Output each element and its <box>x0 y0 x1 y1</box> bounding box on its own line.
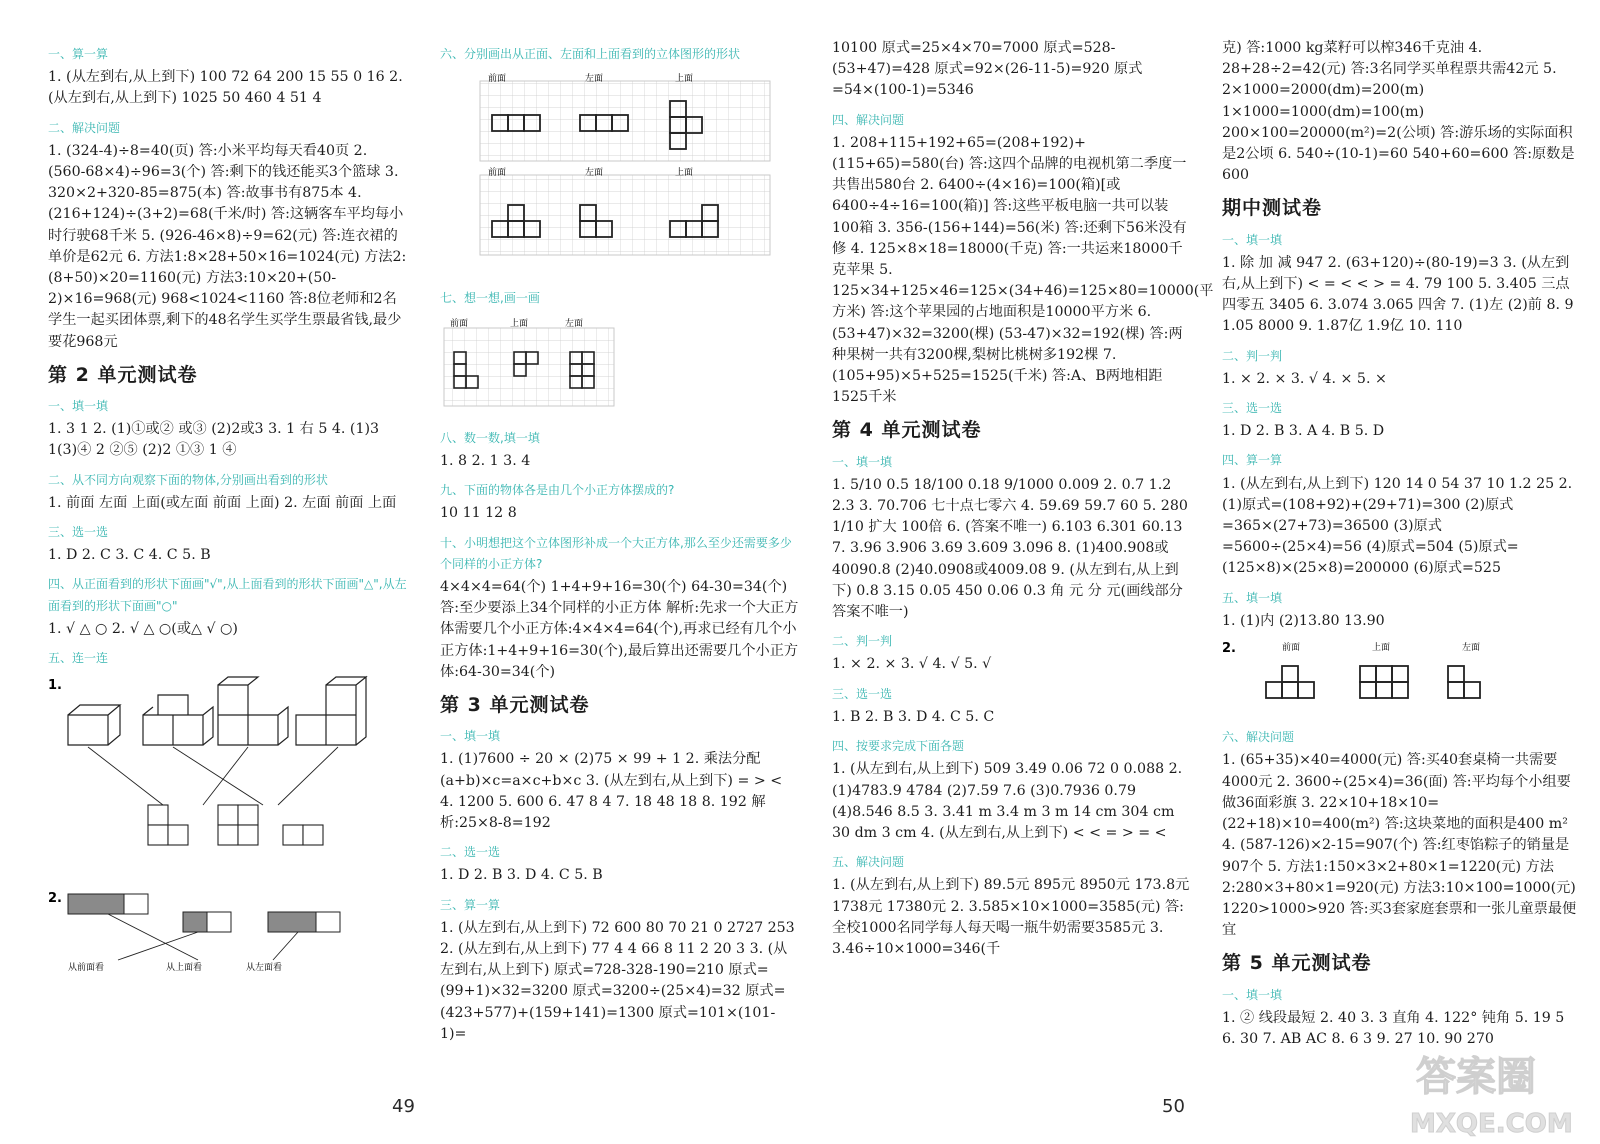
section-heading: 九、下面的物体各是由几个小正方体摆成的? <box>440 483 675 498</box>
section-heading: 三、选一选 <box>832 686 893 701</box>
section-heading: 四、解决问题 <box>832 112 905 127</box>
page-number-right: 50 <box>1162 1096 1185 1117</box>
figure-label: 1. <box>48 678 62 694</box>
section-heading: 七、想一想,画一画 <box>440 291 540 306</box>
view-label: 上面 <box>675 74 694 85</box>
section-heading: 六、分别画出从正面、左面和上面看到的立体图形的形状 <box>440 47 741 61</box>
view-label: 前面 <box>488 168 507 179</box>
section-heading: 二、判一判 <box>832 634 893 649</box>
answer-text: 1. × 2. × 3. √ 4. √ 5. √ <box>832 656 992 673</box>
figure-grid-views <box>440 71 800 278</box>
answer-text: 1. × 2. × 3. √ 4. × 5. × <box>1222 370 1387 387</box>
section-heading: 五、连一连 <box>48 651 109 666</box>
view-caption: 左面 <box>1462 643 1481 654</box>
answer-text: 1. (从左到右,从上到下) 120 14 0 54 37 10 1.2 25 2. (1)原式=(108+92)+(29+71)=300 (2)原式=365×(27+73)=36500 (3)原式=5600÷(25×4)=56 (4)原式=504 (5)原式=(125×8)×(25×8)=200000 (6)原式=525 <box>1222 475 1573 577</box>
section-heading: 二、从不同方向观察下面的物体,分别画出看到的形状 <box>48 472 328 487</box>
answer-text: 1. (从左到右,从上到下) 89.5元 895元 8950元 173.8元 1738元 17380元 2. 3.585×10×1000=3585(元) 答:全校1000名同学每人每天喝一瓶牛奶需要3585元 3. 3.46÷10×1000=346(千 <box>832 877 1190 957</box>
section-heading: 一、填一填 <box>1222 987 1283 1002</box>
section-heading: 一、填一填 <box>48 399 109 414</box>
view-label: 左面 <box>565 318 584 329</box>
view-caption: 上面 <box>1372 643 1391 654</box>
view-label: 前面 <box>488 74 507 85</box>
answer-text: 1. (324-4)÷8=40(页) 答:小米平均每天看40页 2. (560-68×4)÷96=3(个) 答:剩下的钱还能买3个篮球 3. 320×2+320-85=875(本) 答:故事书有875本 4. (216+124)÷(3+2)=68(千米/时) 答:这辆客车平均每小时行驶68千米 5. (926-46×8)÷9=62(元) 答:连衣裙的单价是62元 6. 方法1:8×28+50×16=1024(元) 方法2:(8+50)×20=1160(元) 方法3:10×20+(50-2)×16=968(元) 968<1024<1160 答:8位老师和2名学生一起买团体票,剩下的48名学生买学生票最省钱,最少要花968元 <box>48 142 407 350</box>
answer-text: 1. D 2. B 3. A 4. B 5. D <box>1222 423 1385 440</box>
answer-text: 克) 答:1000 kg菜籽可以榨346千克油 4. 28+28÷2=42(元) 答:3名同学买单程票共需42元 5. 2×1000=2000(dm)=200(m) 1×1000=1000(dm)=100(m) 200×100=20000(m²)=2(公顷) 答:游乐场的实际面积是2公顷 6. 540÷(10-1)=60 540+60=600 答:原数是600 <box>1222 40 1575 184</box>
figure-draw <box>440 316 800 418</box>
view-label: 左面 <box>585 168 604 179</box>
figure-views-connect <box>48 888 408 985</box>
unit-title: 第 3 单元测试卷 <box>440 694 590 717</box>
view-label: 前面 <box>450 318 469 329</box>
view-label: 左面 <box>585 74 604 85</box>
watermark-title: 答案圈 <box>1416 1054 1536 1100</box>
answer-text: 1. (从左到右,从上到下) 100 72 64 200 15 55 0 16 2. (从左到右,从上到下) 1025 50 460 4 51 4 <box>48 69 403 107</box>
section-heading: 一、填一填 <box>832 454 893 469</box>
section-heading: 五、填一填 <box>1222 590 1283 605</box>
answer-text: 1. D 2. C 3. C 4. C 5. B <box>48 547 211 564</box>
section-heading: 三、算一算 <box>440 897 501 912</box>
figure-cubes-connect <box>48 675 408 892</box>
section-heading: 六、解决问题 <box>1222 730 1295 745</box>
view-caption: 从左面看 <box>246 963 283 974</box>
unit-title: 第 5 单元测试卷 <box>1222 952 1372 975</box>
section-heading: 一、填一填 <box>440 729 501 744</box>
answer-text: 1. B 2. B 3. D 4. C 5. C <box>832 708 995 725</box>
answer-text: 10 11 12 8 <box>440 505 517 522</box>
section-heading: 八、数一数,填一填 <box>440 430 540 445</box>
figure-label: 2. <box>48 891 62 907</box>
figure-views <box>1222 640 1577 717</box>
view-label: 上面 <box>675 168 694 179</box>
unit-title: 第 2 单元测试卷 <box>48 363 198 386</box>
section-heading: 三、选一选 <box>1222 401 1283 416</box>
answer-text: 1. 3 1 2. (1)①或② 或③ (2)2或3 3. 1 右 5 4. (1)3 1(3)④ 2 ②⑤ (2)2 ①③ 1 ④ <box>48 421 380 459</box>
answer-text: 1. (1)7600 ÷ 20 × (2)75 × 99 + 1 2. 乘法分配 (a+b)×c=a×c+b×c 3. (从左到右,从上到下) = > < 4. 1200 5. 600 6. 47 8 4 7. 18 48 18 8. 192 解析:25×8-8=192 <box>440 751 783 832</box>
answer-text: 4×4×4=64(个) 1+4+9+16=30(个) 64-30=34(个) 答:至少要添上34个同样的小正方体 解析:先求一个大正方体需要几个小正方体:4×4×4=64(个),再求已经有几个小正方体:1+4+9+16=30(个),最后算出还需要几个小正方体:64-30=34(个) <box>440 579 799 680</box>
view-caption: 从上面看 <box>166 963 203 974</box>
answer-text: 1. 208+115+192+65=(208+192)+(115+65)=580(台) 答:这四个品牌的电视机第二季度一共售出580台 2. 6400÷(4×16)=100(箱)[或6400÷4÷16=100(箱)] 答:这些平板电脑一共可以装100箱 3. 356-(156+144)=56(米) 答:还剩下56米没有修 4. 125×8×18=18000(千克) 答:一共运来18000千克苹果 5. 125×34+125×46=125×(34+46)=125×80=10000(平方米) 答:这个苹果园的占地面积是10000平方米 6. (53+47)×32=3200(棵) (53-47)×32=192(棵) 答:两种果树一共有3200棵,梨树比桃树多192棵 7. (105+95)×5+525=1525(千米) 答:A、B两地相距1525千米 <box>832 134 1214 406</box>
figure-label: 2. <box>1222 641 1236 657</box>
answer-text: 1. (从左到右,从上到下) 509 3.49 0.06 72 0 0.088 2. (1)4783.9 4784 (2)7.59 7.6 (3)0.7936 0.79 (4)8.546 8.5 3. 3.41 m 3.4 m 3 m 14 cm 304 cm 30 dm 3 cm 4. (从左到右,从上到下) < < = > = < <box>832 761 1183 841</box>
section-heading: 一、算一算 <box>48 47 109 61</box>
view-label: 上面 <box>510 318 529 329</box>
answer-text: 1. ② 线段最短 2. 40 3. 3 直角 4. 122° 钝角 5. 19 5 6. 30 7. AB AC 8. 6 3 9. 27 10. 90 270 <box>1222 1009 1565 1047</box>
answer-text: 1. 除 加 减 947 2. (63+120)÷(80-19)=3 3. (从左到右,从上到下) < = < < > = 4. 79 100 5. 3.405 三点四零五 3405 6. 3.074 3.065 四舍 7. (1)左 (2)前 8. 9 1.05 8000 9. 1.87亿 1.9亿 10. 110 <box>1222 254 1574 335</box>
answer-text: 1. (从左到右,从上到下) 72 600 80 70 21 0 2727 253 2. (从左到右,从上到下) 77 4 4 66 8 11 2 20 3 3. (从左到右,从上到下) 原式=728-328-190=210 原式=(99+1)×32=3200 原式=3200÷(25×4)=32 原式=(423+577)+(159+141)=1300 原式=101×(101-1)= <box>440 919 795 1042</box>
view-caption: 从前面看 <box>68 963 105 974</box>
section-heading: 三、选一选 <box>48 525 109 540</box>
answer-text: 1. 前面 左面 上面(或左面 前面 上面) 2. 左面 前面 上面 <box>48 494 397 511</box>
section-heading: 四、按要求完成下面各题 <box>832 739 965 754</box>
column-3 <box>832 38 1214 968</box>
answer-text: 10100 原式=25×4×70=7000 原式=528-(53+47)=428 原式=92×(26-11-5)=920 原式=54×(100-1)=5346 <box>832 40 1143 99</box>
section-heading: 五、解决问题 <box>832 855 905 870</box>
section-heading: 四、算一算 <box>1222 453 1283 468</box>
view-caption: 前面 <box>1282 643 1301 654</box>
answer-text: 1. (1)内 (2)13.80 13.90 <box>1222 612 1385 629</box>
answer-text: 1. 8 2. 1 3. 4 <box>440 453 531 470</box>
column-1 <box>48 38 408 996</box>
answer-text: 1. (65+35)×40=4000(元) 答:买40套桌椅一共需要4000元 2. 3600÷(25×4)=36(面) 答:平均每个小组要做36面彩旗 3. 22×10+18×10=(22+18)×10=400(m²) 答:这块菜地的面积是400 m² 4. (587-126)×2-15=907(个) 答:红枣馅粽子的销量是907个 5. 方法1:150×3×2+80×1=1220(元) 方法2:280×3+80×1=920(元) 方法3:10×100=1000(元) 1220>1000>920 答:买3套家庭套票和一张儿童票最便宜 <box>1222 752 1577 939</box>
watermark-logo <box>1406 1040 1586 1140</box>
section-heading: 四、从正面看到的形状下面画"√",从上面看到的形状下面画"△",从左面看到的形状下面画"○" <box>48 577 407 613</box>
watermark-url: MXQE.COM <box>1410 1109 1573 1139</box>
section-heading: 一、填一填 <box>1222 232 1283 247</box>
section-heading: 十、小明想把这个立体图形补成一个大正方体,那么至少还需要多少个同样的小正方体? <box>440 535 792 571</box>
answer-text: 1. D 2. B 3. D 4. C 5. B <box>440 867 603 884</box>
section-heading: 二、判一判 <box>1222 348 1283 363</box>
column-2 <box>440 38 800 1053</box>
section-heading: 二、解决问题 <box>48 120 121 135</box>
answer-text: 1. 5/10 0.5 18/100 0.18 9/1000 0.009 2. 0.7 1.2 2.3 3. 70.706 七十点七零六 4. 59.69 59.7 60 5. 280 1/10 扩大 100倍 6. (答案不唯一) 6.103 6.301 60.13 7. 3.96 3.906 3.69 3.609 3.096 8. (1)400.908或40090.8 (2)40.0908或4009.08 9. (从左到右,从上到下) 0.8 3.15 0.05 450 0.06 0.3 角 元 分 元(画线部分答案不唯一) <box>832 476 1188 621</box>
section-heading: 二、选一选 <box>440 845 501 860</box>
column-4 <box>1222 38 1577 1058</box>
answer-text: 1. √ △ ○ 2. √ △ ○(或△ √ ○) <box>48 620 238 637</box>
unit-title: 第 4 单元测试卷 <box>832 419 982 442</box>
page-number-left: 49 <box>392 1096 415 1117</box>
unit-title: 期中测试卷 <box>1222 197 1323 220</box>
